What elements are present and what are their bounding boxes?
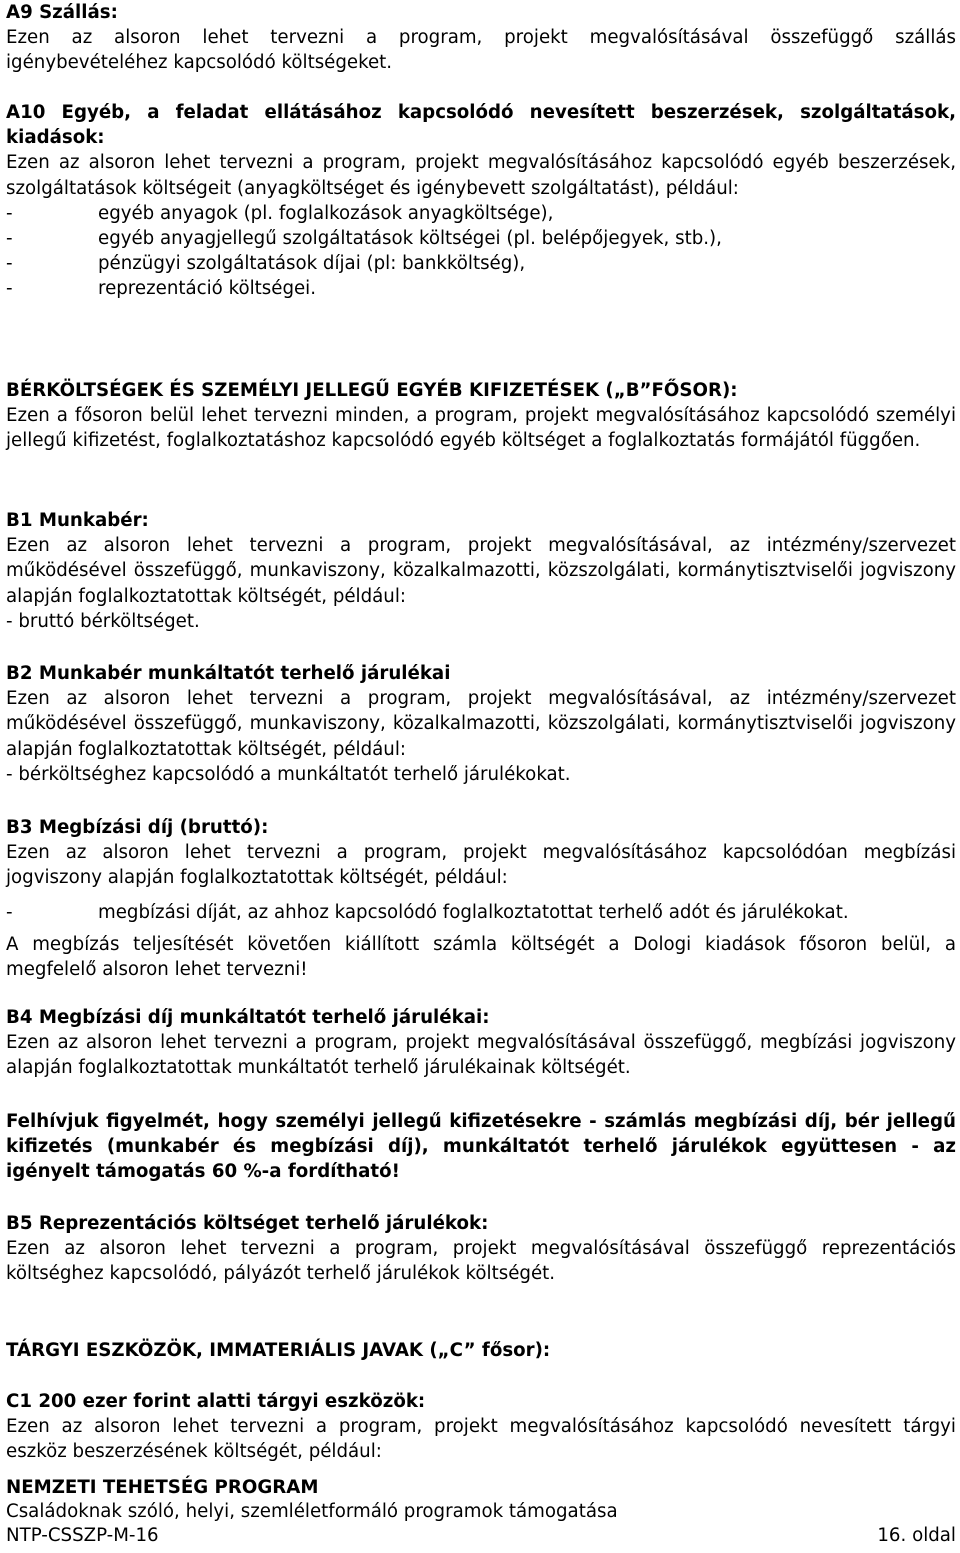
section-tail: - bruttó bérköltséget. bbox=[6, 610, 200, 632]
warning-notice bbox=[6, 1109, 956, 1185]
page-number: 16. oldal bbox=[877, 1525, 956, 1546]
footer-subtitle: Családoknak szóló, helyi, szemléletformáló programok támogatása bbox=[6, 1501, 618, 1522]
section-body: Ezen az alsoron lehet tervezni a program, projekt megvalósításához kapcsolódóan megbízási jogviszony alapján foglalkoztatottak költségét, például: bbox=[6, 842, 956, 889]
section-body: Ezen a fősoron belül lehet tervezni minden, a program, projekt megvalósításához kapcsolódó személyi jellegű kifizetést, foglalkoztatáshoz kapcsolódó egyéb költséget a foglalkoztatás formájától függően. bbox=[6, 405, 956, 452]
section-tail: - bérköltséghez kapcsolódó a munkáltatót terhelő járulékokat. bbox=[6, 763, 571, 785]
footer-program-title: NEMZETI TEHETSÉG PROGRAM bbox=[6, 1477, 319, 1498]
page-footer bbox=[6, 1476, 956, 1548]
section-heading: B2 Munkabér munkáltatót terhelő járulékai bbox=[6, 663, 451, 684]
section-a10 bbox=[6, 100, 956, 302]
list-item: - megbízási díját, az ahhoz kapcsolódó foglalkoztatottat terhelő adót és járulékokat. bbox=[6, 900, 956, 925]
list-item: - reprezentáció költségei. bbox=[6, 276, 956, 301]
footer-row bbox=[6, 1524, 956, 1548]
section-body: Ezen az alsoron lehet tervezni a program, projekt megvalósításával összefüggő reprezentációs költséghez kapcsolódó, pályázót terhelő járulékok költségét. bbox=[6, 1238, 956, 1285]
section-body: Ezen az alsoron lehet tervezni a program, projekt megvalósításával, az intézmény/szervezet működésével összefüggő, munkaviszony, közalkalmazotti, közszolgálati, kormánytisztviselői jogviszony alapján foglalkoztatottak költségét, például: bbox=[6, 535, 956, 607]
section-heading: B5 Reprezentációs költséget terhelő járulékok: bbox=[6, 1213, 489, 1234]
section-c1 bbox=[6, 1389, 956, 1465]
section-body: Ezen az alsoron lehet tervezni a program, projekt megvalósításával összefüggő, megbízási jogviszony alapján foglalkoztatottak munkáltatót terhelő járulékainak költségét. bbox=[6, 1032, 956, 1079]
bullet-list bbox=[6, 900, 956, 925]
list-item: - egyéb anyagjellegű szolgáltatások költségei (pl. belépőjegyek, stb.), bbox=[6, 226, 956, 251]
section-b bbox=[6, 378, 956, 454]
footer-code: NTP-CSSZP-M-16 bbox=[6, 1525, 159, 1546]
section-heading: B1 Munkabér: bbox=[6, 510, 149, 531]
section-b1 bbox=[6, 508, 956, 634]
section-body: Ezen az alsoron lehet tervezni a program, projekt megvalósításával összefüggő szállás igénybevételéhez kapcsolódó költségeket. bbox=[6, 27, 956, 74]
section-heading: A9 Szállás: bbox=[6, 2, 118, 23]
section-heading: A10 Egyéb, a feladat ellátásához kapcsolódó nevesített beszerzések, szolgáltatások, kiadások: bbox=[6, 102, 956, 149]
section-body: Ezen az alsoron lehet tervezni a program, projekt megvalósításához kapcsolódó egyéb beszerzések, szolgáltatások költségeit (anyagköltséget és igénybevett szolgáltatást), például: bbox=[6, 152, 956, 199]
warning-text: Felhívjuk figyelmét, hogy személyi jellegű kifizetésekre - számlás megbízási díj, bér jellegű kifizetés (munkabér és megbízási díj), munkáltatót terhelő járulékok együttesen - az igényelt támogatás 60 %-a fordítható! bbox=[6, 1111, 956, 1183]
section-heading: C1 200 ezer forint alatti tárgyi eszközök: bbox=[6, 1391, 426, 1412]
section-body: Ezen az alsoron lehet tervezni a program, projekt megvalósításához kapcsolódó nevesített tárgyi eszköz beszerzésének költségét, például: bbox=[6, 1416, 956, 1463]
section-b3 bbox=[6, 815, 956, 982]
section-b5 bbox=[6, 1211, 956, 1287]
section-b4 bbox=[6, 1005, 956, 1081]
section-c bbox=[6, 1338, 550, 1363]
section-heading: TÁRGYI ESZKÖZÖK, IMMATERIÁLIS JAVAK („C” fősor): bbox=[6, 1340, 551, 1361]
section-body: Ezen az alsoron lehet tervezni a program, projekt megvalósításával, az intézmény/szervezet működésével összefüggő, munkaviszony, közalkalmazotti, közszolgálati, kormánytisztviselői jogviszony alapján foglalkoztatottak költségét, például: bbox=[6, 688, 956, 760]
section-heading: B3 Megbízási díj (bruttó): bbox=[6, 817, 269, 838]
section-heading: BÉRKÖLTSÉGEK ÉS SZEMÉLYI JELLEGŰ EGYÉB KIFIZETÉSEK („B”FŐSOR): bbox=[6, 380, 738, 401]
bullet-list bbox=[6, 201, 956, 302]
list-item: - pénzügyi szolgáltatások díjai (pl: bankköltség), bbox=[6, 251, 956, 276]
section-b2 bbox=[6, 661, 956, 787]
section-heading: B4 Megbízási díj munkáltatót terhelő járulékai: bbox=[6, 1007, 490, 1028]
section-note: A megbízás teljesítését követően kiállított számla költségét a Dologi kiadások fősoron belül, a megfelelő alsoron lehet tervezni! bbox=[6, 933, 956, 981]
list-item: - egyéb anyagok (pl. foglalkozások anyagköltsége), bbox=[6, 201, 956, 226]
section-a9 bbox=[6, 0, 956, 76]
